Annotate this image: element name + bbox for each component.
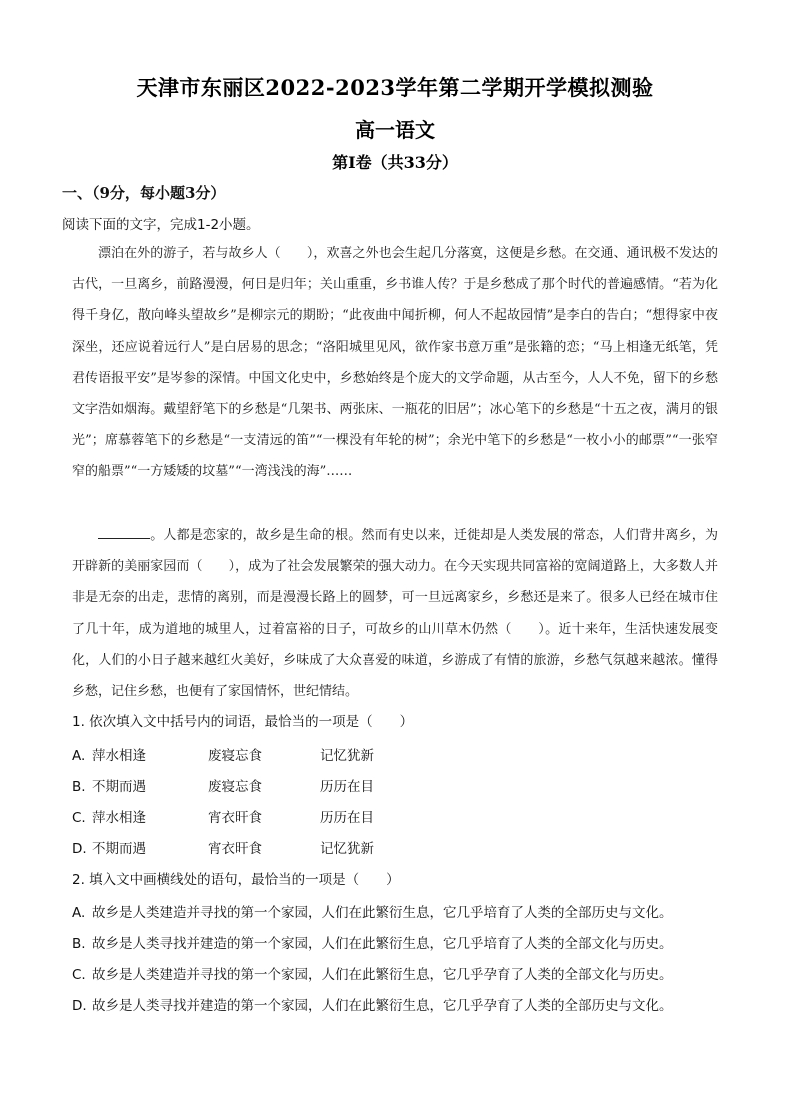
question-1-option-b[interactable] — [72, 775, 374, 795]
question-2-option-c[interactable] — [72, 963, 673, 983]
part-title: 第Ⅰ卷（共33分） — [332, 153, 458, 172]
option-letter: A. — [72, 905, 86, 921]
option-letter: D. — [72, 998, 87, 1014]
section-instruction: 阅读下面的文字，完成1-2小题。 — [62, 217, 260, 233]
fill-blank-line — [98, 524, 150, 539]
option-letter: B. — [72, 936, 86, 952]
option-letter: A. — [72, 748, 86, 764]
question-1-option-d[interactable] — [72, 837, 374, 857]
option-word-2: 宵衣旰食 — [208, 841, 262, 857]
question-1-option-a[interactable] — [72, 744, 374, 764]
option-word-1: 不期而遇 — [92, 841, 146, 857]
subject-title: 高一语文 — [355, 118, 435, 142]
option-text: 故乡是人类寻找并建造的第一个家园，人们在此繁衍生息，它几乎孕育了人类的全部历史与文化。 — [92, 998, 673, 1014]
passage-paragraph-1: 漂泊在外的游子，若与故乡人（ ），欢喜之外也会生起几分落寞，这便是乡愁。在交通、通讯极不发达的古代，一旦离乡，前路漫漫，何日是归年；关山重重，乡书谁人传？于是乡愁成了那个时代的普遍感情。“若为化得千身亿，散向峰头望故乡”是柳宗元的期盼；“此夜曲中闻折柳，何人不起故园情”是李白的告白；“想得家中夜深坐，还应说着远行人”是白居易的思念；“洛阳城里见风，欲作家书意万重”是张籍的恋；“马上相逢无纸笔，凭君传语报平安”是岑参的深情。中国文化史中，乡愁始终是个庞大的文学命题，从古至今，人人不免，留下的乡愁文字浩如烟海。戴望舒笔下的乡愁是“几架书、两张床、一瓶花的旧居”；冰心笔下的乡愁是“十五之夜，满月的银光”；席慕蓉笔下的乡愁是“一支清远的笛”“一棵没有年轮的树”；余光中笔下的乡愁是“一枚小小的邮票”“一张窄窄的船票”“一方矮矮的坟墓”“一湾浅浅的海”…… — [72, 246, 718, 480]
question-2-option-d[interactable] — [72, 994, 673, 1014]
section-heading: 一、（9分，每小题3分） — [62, 184, 226, 202]
option-word-3: 历历在目 — [320, 810, 374, 826]
option-letter: C. — [72, 967, 86, 983]
passage-paragraph-2-text: 。人都是恋家的，故乡是生命的根。然而有史以来，迁徙却是人类发展的常态，人们背井离乡，为开辟新的美丽家园而（ ），成为了社会发展繁荣的强大动力。在今天实现共同富裕的宽阔道路上，大多数人并非是无奈的出走，悲情的离别，而是漫漫长路上的圆梦，可一旦远离家乡，乡愁还是来了。很多人已经在城市住了几十年，成为道地的城里人，过着富裕的日子，可故乡的山川草木仍然（ ）。近十来年，生活快速发展变化，人们的小日子越来越红火美好，乡味成了大众喜爱的味道，乡游成了有情的旅游，乡愁气氛越来越浓。懂得乡愁，记住乡愁，也便有了家国情怀，世纪情结。 — [72, 528, 718, 700]
option-word-2: 废寝忘食 — [208, 779, 262, 795]
question-2-option-b[interactable] — [72, 932, 673, 952]
option-letter: C. — [72, 810, 86, 826]
option-word-2: 废寝忘食 — [208, 748, 262, 764]
option-text: 故乡是人类建造并寻找的第一个家园，人们在此繁衍生息，它几乎孕育了人类的全部文化与历史。 — [92, 967, 673, 983]
option-letter: B. — [72, 779, 86, 795]
question-2-stem: 2. 填入文中画横线处的语句，最恰当的一项是（ ） — [72, 872, 400, 888]
option-word-1: 不期而遇 — [92, 779, 146, 795]
option-letter: D. — [72, 841, 87, 857]
question-2-option-a[interactable] — [72, 901, 673, 921]
option-text: 故乡是人类寻找并建造的第一个家园，人们在此繁衍生息，它几乎培育了人类的全部文化与历史。 — [92, 936, 673, 952]
option-word-1: 萍水相逢 — [92, 810, 146, 826]
option-word-2: 宵衣旰食 — [208, 810, 262, 826]
option-word-3: 记忆犹新 — [320, 748, 374, 764]
option-word-3: 历历在目 — [320, 779, 374, 795]
option-text: 故乡是人类建造并寻找的第一个家园，人们在此繁衍生息，它几乎培育了人类的全部历史与文化。 — [92, 905, 673, 921]
question-1-stem: 1. 依次填入文中括号内的词语，最恰当的一项是（ ） — [72, 714, 414, 730]
option-word-3: 记忆犹新 — [320, 841, 374, 857]
option-word-1: 萍水相逢 — [92, 748, 146, 764]
question-1-option-c[interactable] — [72, 806, 374, 826]
passage-paragraph-2 — [72, 520, 718, 707]
exam-title: 天津市东丽区2022-2023学年第二学期开学模拟测验 — [136, 75, 654, 100]
